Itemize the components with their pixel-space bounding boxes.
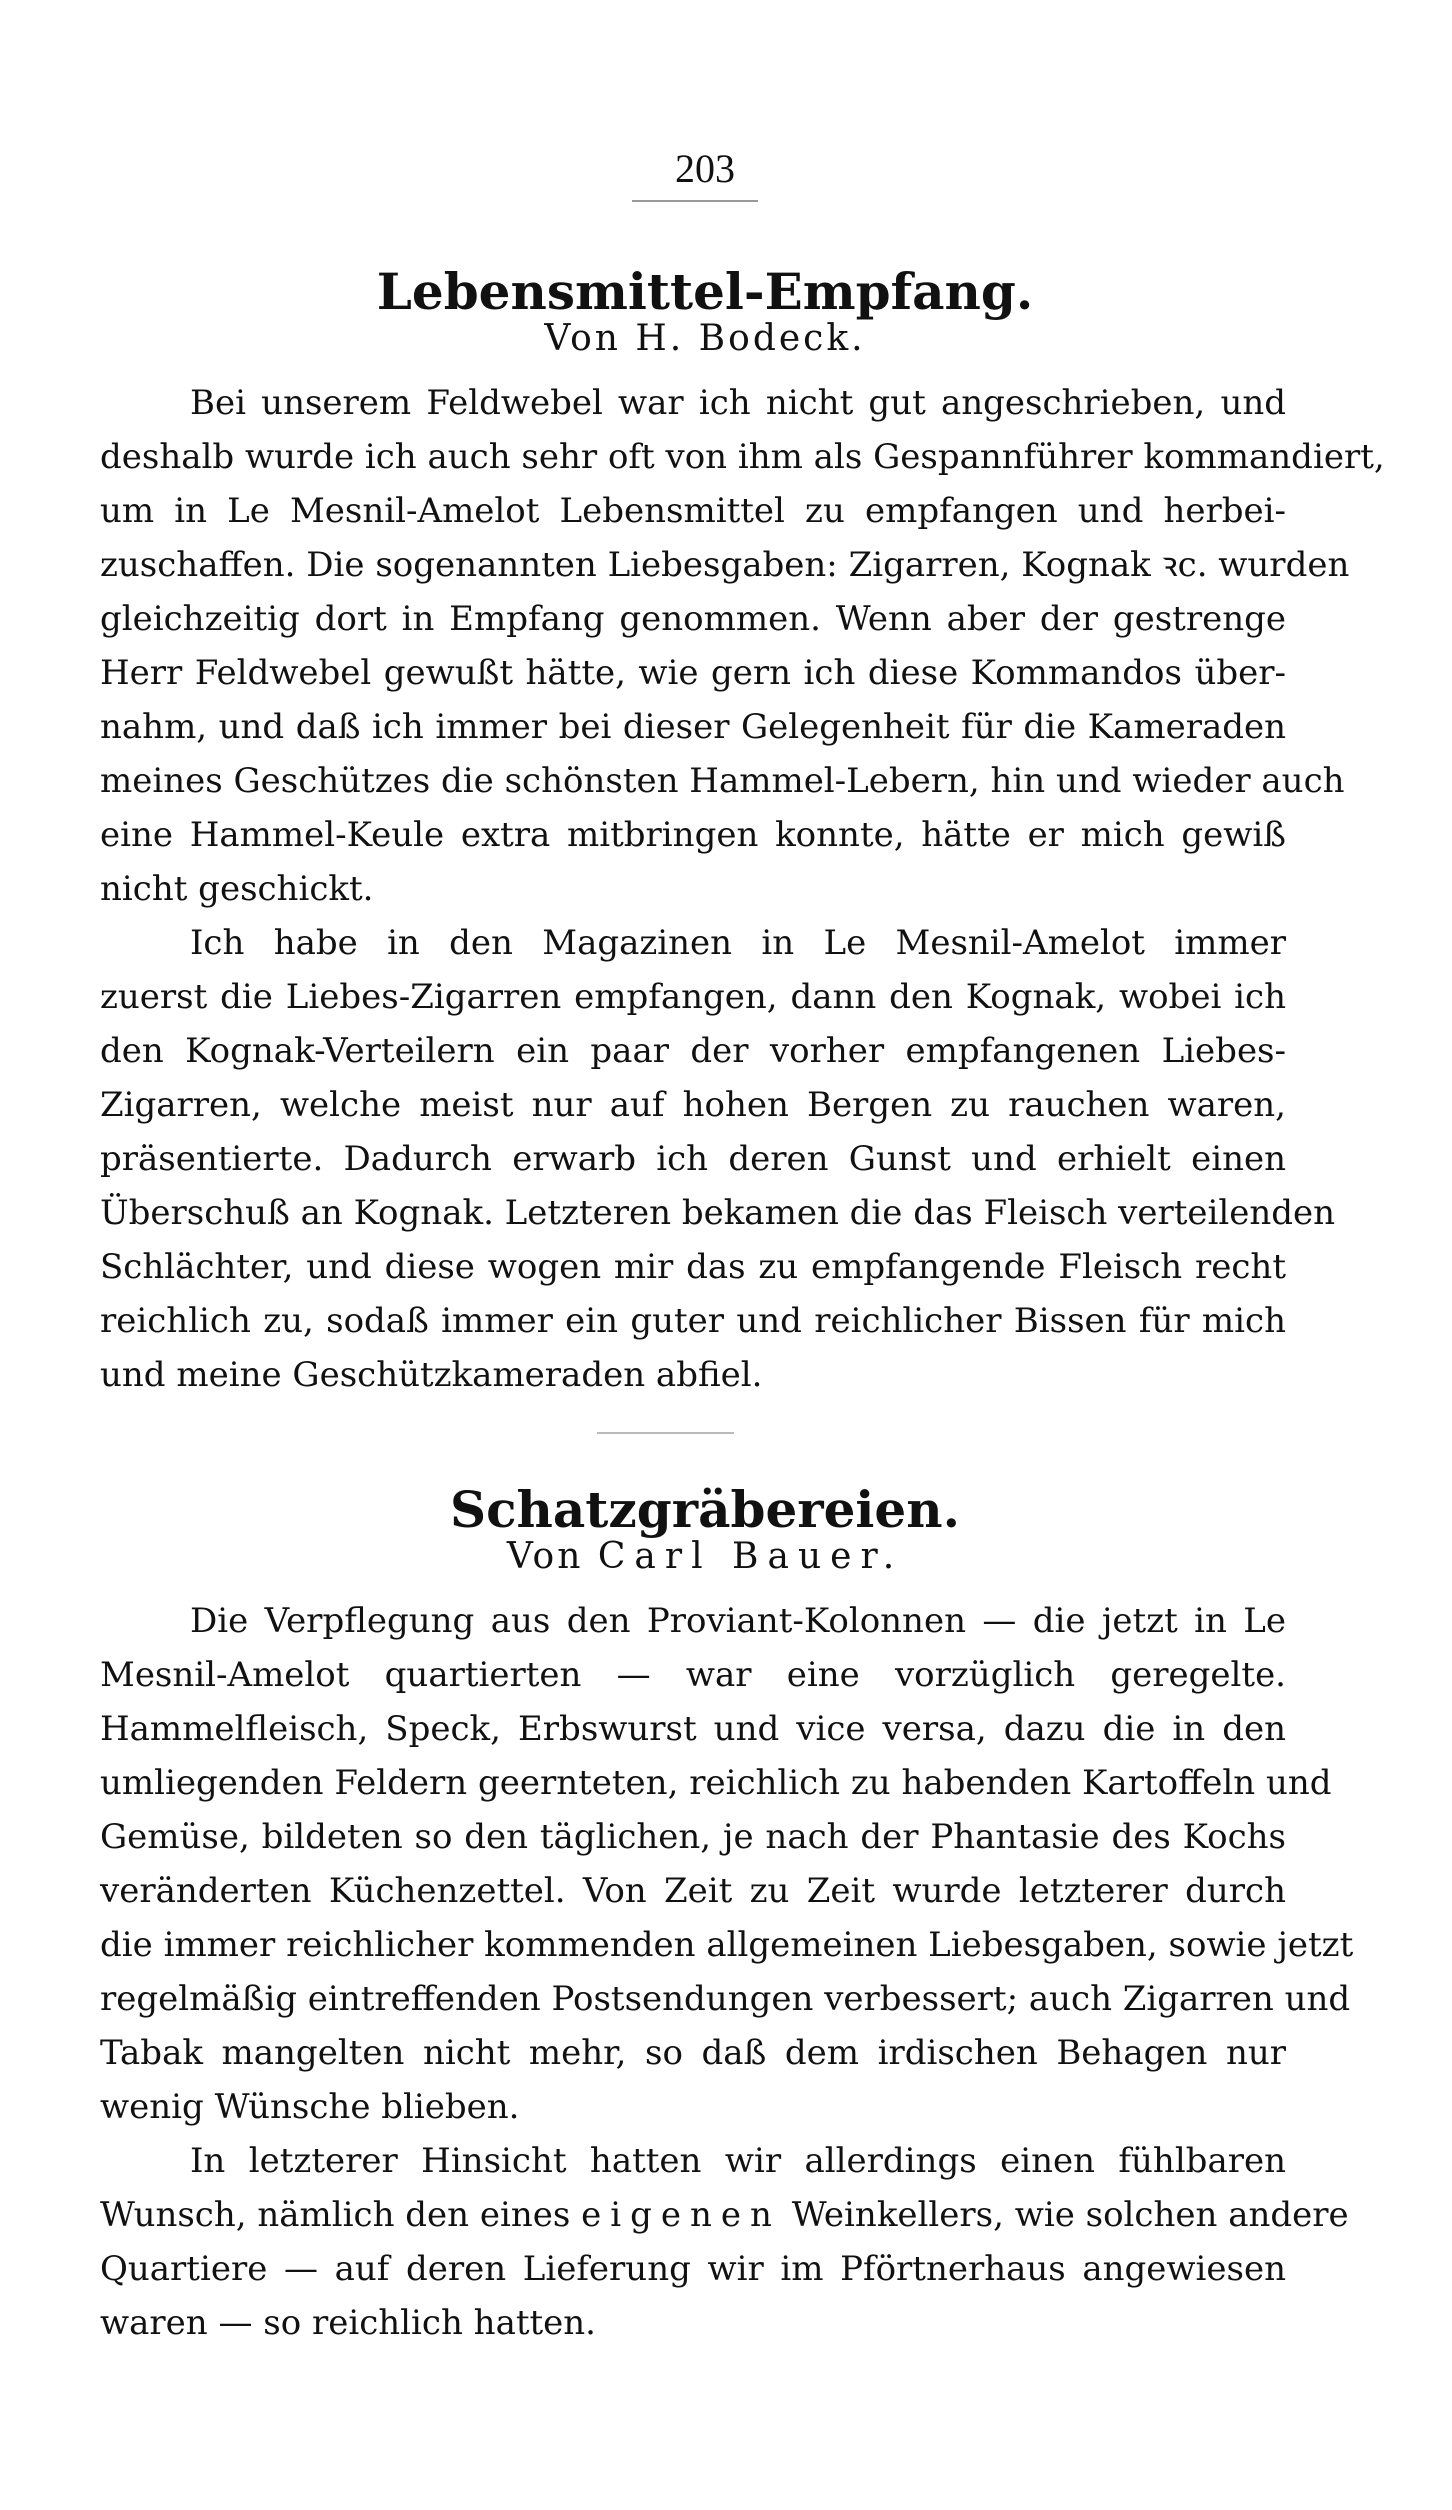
text-line: Bei unserem Feldwebel war ich nicht gut angeschrieben, und xyxy=(190,383,1286,423)
text-line: und meine Geschützkameraden abfiel. xyxy=(100,1355,763,1395)
article-2-paragraph-1 xyxy=(100,1594,1354,2134)
article-2-paragraph-2 xyxy=(100,2134,1349,2350)
article-byline-2 xyxy=(0,1536,1410,1577)
text-segment: Wunsch, nämlich den eines xyxy=(100,2195,571,2235)
text-line: Herr Feldwebel gewußt hätte, wie gern ich diese Kommandos über- xyxy=(100,653,1286,693)
text-line: wenig Wünsche blieben. xyxy=(100,2087,520,2127)
text-line: die immer reichlicher kommenden allgemeinen Liebesgaben, sowie jetzt xyxy=(100,1925,1354,1965)
text-line: um in Le Mesnil-Amelot Lebensmittel zu empfangen und herbei- xyxy=(100,491,1286,531)
text-line: den Kognak-Verteilern ein paar der vorher empfangenen Liebes- xyxy=(100,1031,1286,1071)
article-title-1: Lebensmittel-Empfang. xyxy=(376,262,1034,321)
text-line xyxy=(100,2188,1349,2242)
text-line: eine Hammel-Keule extra mitbringen konnte, hätte er mich gewiß xyxy=(100,815,1286,855)
text-line: nicht geschickt. xyxy=(100,869,374,909)
article-1-paragraph-2 xyxy=(100,916,1336,1402)
text-line: veränderten Küchenzettel. Von Zeit zu Zeit wurde letzterer durch xyxy=(100,1871,1286,1911)
text-line: Ich habe in den Magazinen in Le Mesnil-Amelot immer xyxy=(190,923,1286,963)
text-line: waren — so reichlich hatten. xyxy=(100,2303,596,2343)
article-byline-1: Von H. Bodeck. xyxy=(544,318,866,359)
text-segment: Weinkellers, wie solchen andere xyxy=(791,2195,1349,2235)
article-1-paragraph-1 xyxy=(100,376,1385,916)
text-line: Hammelfleisch, Speck, Erbswurst und vice versa, dazu die in den xyxy=(100,1709,1286,1749)
section-separator xyxy=(597,1432,734,1434)
text-line: Überschuß an Kognak. Letzteren bekamen die das Fleisch verteilenden xyxy=(100,1193,1336,1233)
text-line: Mesnil-Amelot quartierten — war eine vorzüglich geregelte. xyxy=(100,1655,1286,1695)
byline-author: Carl Bauer. xyxy=(597,1536,904,1577)
article-title-2: Schatzgräbereien. xyxy=(450,1480,960,1539)
text-line: nahm, und daß ich immer bei dieser Gelegenheit für die Kameraden xyxy=(100,707,1286,747)
text-line: präsentierte. Dadurch erwarb ich deren Gunst und erhielt einen xyxy=(100,1139,1286,1179)
text-line: Zigarren, welche meist nur auf hohen Bergen zu rauchen waren, xyxy=(100,1085,1286,1125)
text-line: Schlächter, und diese wogen mir das zu empfangende Fleisch recht xyxy=(100,1247,1286,1287)
text-line: Die Verpflegung aus den Proviant-Kolonnen — die jetzt in Le xyxy=(190,1601,1286,1641)
text-line: In letzterer Hinsicht hatten wir allerdings einen fühlbaren xyxy=(190,2141,1286,2181)
text-line: meines Geschützes die schönsten Hammel-Lebern, hin und wieder auch xyxy=(100,761,1345,801)
text-line: zuschaffen. Die sogenannten Liebesgaben: Zigarren, Kognak ꝛc. wurden xyxy=(100,545,1350,585)
byline-prefix: Von xyxy=(506,1536,584,1577)
text-line: regelmäßig eintreffenden Postsendungen verbessert; auch Zigarren und xyxy=(100,1979,1351,2019)
text-line: reichlich zu, sodaß immer ein guter und reichlicher Bissen für mich xyxy=(100,1301,1286,1341)
text-line: Gemüse, bildeten so den täglichen, je nach der Phantasie des Kochs xyxy=(100,1817,1286,1857)
header-rule xyxy=(632,200,758,202)
text-line: gleichzeitig dort in Empfang genommen. Wenn aber der gestrenge xyxy=(100,599,1286,639)
page-number: 203 xyxy=(675,146,735,191)
text-line: umliegenden Feldern geernteten, reichlich zu habenden Kartoffeln und xyxy=(100,1763,1332,1803)
text-line: Tabak mangelten nicht mehr, so daß dem irdischen Behagen nur xyxy=(100,2033,1286,2073)
text-line: deshalb wurde ich auch sehr oft von ihm als Gespannführer kommandiert, xyxy=(100,437,1385,477)
emphasized-word: eigenen xyxy=(581,2195,781,2235)
text-line: zuerst die Liebes-Zigarren empfangen, dann den Kognak, wobei ich xyxy=(100,977,1286,1017)
text-line: Quartiere — auf deren Lieferung wir im Pförtnerhaus angewiesen xyxy=(100,2249,1286,2289)
